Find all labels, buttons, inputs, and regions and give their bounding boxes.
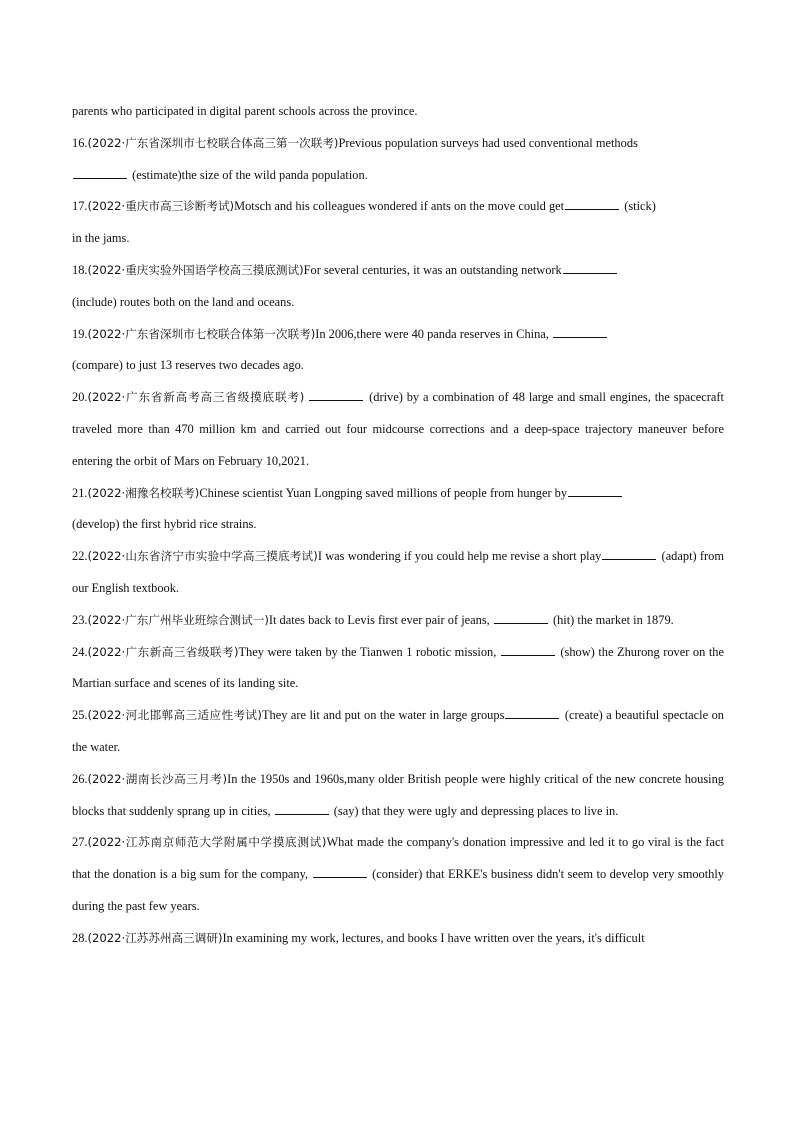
question-number: 16. [72, 135, 88, 150]
question-number: 25. [72, 708, 88, 723]
question-number: 28. [72, 930, 88, 945]
list-item: parents who participated in digital parent schools across the province. [72, 104, 418, 118]
question-number: 23. [72, 612, 88, 627]
answer-blank[interactable] [494, 611, 548, 624]
word-hint: (stick) [621, 199, 656, 214]
list-item: 17.(2022·重庆市高三诊断考试)Motsch and his colleagues wondered if ants on the move could get (stick) in the jams. [72, 199, 656, 246]
list-item: 18.(2022·重庆实验外国语学校高三摸底测试)For several centuries, it was an outstanding network (include) routes both on the land and oceans. [72, 255, 724, 319]
question-source: (2022·广东省深圳市七校联合体高三第一次联考) [87, 135, 339, 150]
question-number: 24. [72, 644, 88, 659]
word-hint: (show) [556, 644, 595, 659]
answer-blank[interactable] [565, 197, 619, 210]
question-source: (2022·重庆实验外国语学校高三摸底测试) [87, 262, 304, 277]
question-source: (2022·河北邯郸高三适应性考试) [87, 708, 262, 723]
list-item: 28.(2022·江苏苏州高三调研)In examining my work, lectures, and books I have written over the years, it's difficult [72, 930, 645, 945]
question-number: 27. [72, 835, 88, 850]
question-number: 21. [72, 485, 88, 500]
question-source: (2022·重庆市高三诊断考试) [87, 199, 235, 214]
answer-blank[interactable] [275, 802, 329, 815]
answer-blank[interactable] [602, 547, 656, 560]
question-source: (2022·广东广州毕业班综合测试一) [87, 612, 269, 627]
answer-blank[interactable] [505, 706, 559, 719]
question-source: (2022·江苏苏州高三调研) [87, 930, 223, 945]
word-hint: (adapt) [658, 549, 697, 564]
answer-blank[interactable] [568, 484, 622, 497]
question-number: 18. [72, 262, 88, 277]
list-item: 26.(2022·湖南长沙高三月考)In the 1950s and 1960s,many older British people were highly critical of the new concrete housing blocks that suddenly sprang up in cities, (say) that they were ugly and depressing places to live in. [72, 771, 724, 818]
answer-blank[interactable] [309, 388, 363, 401]
word-hint: (include) [72, 294, 117, 309]
word-hint: (drive) [365, 390, 403, 405]
question-source: (2022·湘豫名校联考) [87, 485, 200, 500]
question-number: 26. [72, 771, 88, 786]
answer-blank[interactable] [313, 865, 367, 878]
word-hint: (create) [561, 708, 603, 723]
answer-blank[interactable] [553, 325, 607, 338]
answer-blank[interactable] [73, 166, 127, 179]
question-source: (2022·广东新高三省级联考) [87, 644, 239, 659]
word-hint: (compare) [72, 358, 123, 373]
word-hint: (consider) [368, 867, 423, 882]
question-number: 17. [72, 199, 88, 214]
word-hint: (hit) [549, 612, 575, 627]
word-hint: (estimate) [129, 167, 182, 182]
question-source: (2022·湖南长沙高三月考) [87, 771, 228, 786]
question-number: 19. [72, 326, 88, 341]
question-source: (2022·山东省济宁市实验中学高三摸底考试) [87, 549, 318, 564]
list-item: 19.(2022·广东省深圳市七校联合体第一次联考)In 2006,there were 40 panda reserves in China, (compare) to just 13 reserves two decades ago. [72, 319, 724, 383]
list-item: 22.(2022·山东省济宁市实验中学高三摸底考试)I was wondering if you could help me revise a short play (adapt) from our English textbook. [72, 549, 724, 595]
exercise-list [72, 96, 724, 955]
list-item: 20.(2022·广东省新高考高三省级摸底联考) (drive) by a combination of 48 large and small engines, the spacecraft traveled more than 470 million km and carried out four midcourse corrections and a deep-space trajectory maneuver before entering the orbit of Mars on February 10,2021. [72, 390, 724, 468]
list-item: 23.(2022·广东广州毕业班综合测试一)It dates back to Levis first ever pair of jeans, (hit) the market in 1879. [72, 612, 674, 627]
answer-blank[interactable] [563, 261, 617, 274]
question-source: (2022·广东省新高考高三省级摸底联考) [87, 390, 305, 405]
list-item: 25.(2022·河北邯郸高三适应性考试)They are lit and put on the water in large groups (create) a beautiful spectacle on the water. [72, 708, 724, 754]
answer-blank[interactable] [501, 643, 555, 656]
list-item: 16.(2022·广东省深圳市七校联合体高三第一次联考)Previous population surveys had used conventional methods (estimate)the size of the wild panda population. [72, 135, 638, 182]
question-number: 20. [72, 390, 88, 405]
word-hint: (say) [330, 803, 359, 818]
list-item: 27.(2022·江苏南京师范大学附属中学摸底测试)What made the company's donation impressive and led it to go viral is the fact that the donation is a big sum for the company, (consider) that ERKE's business didn't seem to develop very smoothly during the past few years. [72, 835, 724, 913]
question-source: (2022·广东省深圳市七校联合体第一次联考) [87, 326, 316, 341]
question-source: (2022·江苏南京师范大学附属中学摸底测试) [87, 835, 327, 850]
word-hint: (develop) [72, 517, 120, 532]
question-number: 22. [72, 549, 88, 564]
list-item: 21.(2022·湘豫名校联考)Chinese scientist Yuan Longping saved millions of people from hunger by (develop) the first hybrid rice strains. [72, 478, 724, 542]
list-item: 24.(2022·广东新高三省级联考)They were taken by the Tianwen 1 robotic mission, (show) the Zhurong rover on the Martian surface and scenes of its landing site. [72, 644, 724, 691]
